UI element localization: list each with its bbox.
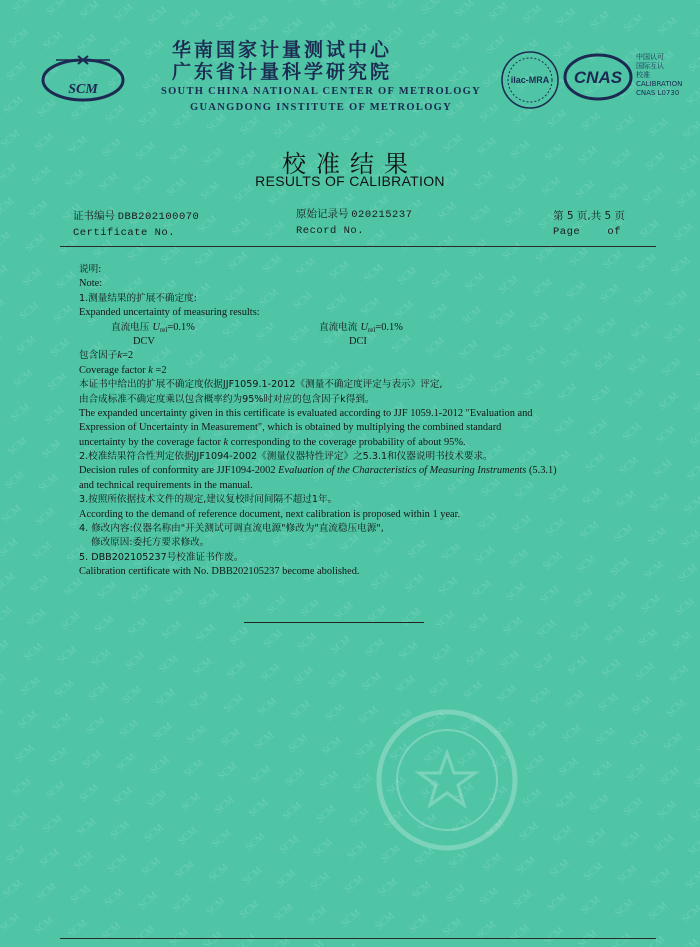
coverage-label-cn: 包含因子 bbox=[79, 350, 118, 362]
note-line: 2.校准结果符合性判定依据JJF1094-2002《测量仪器特性评定》之5.3.1和仪器说明书技术要求。 bbox=[79, 451, 493, 463]
dci-symbol: U bbox=[360, 321, 368, 333]
note-line: According to the demand of reference document, next calibration is proposed within 1 year. bbox=[79, 508, 461, 520]
note-k: k bbox=[223, 436, 229, 448]
dcv-label-cn: 直流电压 bbox=[111, 321, 150, 333]
ilac-mra-logo bbox=[500, 50, 560, 110]
cnas-cn-3: 校准 bbox=[636, 71, 650, 79]
note-line: 5. DBB202105237号校准证书作废。 bbox=[79, 551, 244, 563]
record-label-cn: 原始记录号 bbox=[296, 208, 349, 220]
note-line bbox=[79, 349, 639, 363]
cnas-logo bbox=[563, 52, 633, 102]
note-span: corresponding to the coverage probability of about 95%. bbox=[228, 436, 466, 448]
cert-label-en: Certificate No. bbox=[73, 227, 176, 239]
page-en: Page of bbox=[553, 226, 622, 238]
note-line: Note: bbox=[79, 278, 103, 290]
notes-section bbox=[79, 263, 639, 580]
dci-subscript: rel bbox=[367, 325, 376, 334]
note-line: 1.测量结果的扩展不确定度: bbox=[79, 292, 197, 304]
note-line: and technical requirements in the manual. bbox=[79, 479, 253, 491]
document-title-en: RESULTS OF CALIBRATION bbox=[255, 173, 445, 189]
dcv-subscript: rel bbox=[159, 325, 168, 334]
cnas-cn-2: 国际互认 bbox=[636, 62, 664, 70]
note-line: 本证书中给出的扩展不确定度依据JJF1059.1-2012《测量不确定度评定与表示》评定, bbox=[79, 379, 443, 391]
coverage-k-en: k bbox=[148, 364, 153, 376]
coverage-value-en: =2 bbox=[152, 364, 167, 376]
cnas-accreditation-text bbox=[636, 53, 700, 98]
note-doc-title: Evaluation of the Characteristics of Measuring Instruments bbox=[278, 465, 527, 477]
embossed-seal-icon bbox=[372, 705, 522, 855]
page-cn: 第 5 页,共 5 页 bbox=[553, 210, 626, 222]
scm-logo bbox=[38, 48, 128, 108]
uncertainty-row-en bbox=[79, 335, 639, 349]
dcv-symbol: U bbox=[152, 321, 160, 333]
note-line: 3.按照所依据技术文件的规定,建议复校时间间隔不超过1年。 bbox=[79, 494, 338, 506]
note-line: 由合成标准不确定度乘以包含概率约为95%时对应的包含因子k得到。 bbox=[79, 393, 375, 405]
uncertainty-row bbox=[79, 321, 639, 335]
note-line: Expanded uncertainty of measuring results: bbox=[79, 307, 260, 319]
cert-label-cn: 证书编号 bbox=[73, 210, 115, 222]
certificate-header bbox=[0, 0, 700, 130]
end-of-notes-rule bbox=[244, 622, 424, 623]
svg-text:CNAS: CNAS bbox=[573, 68, 623, 87]
cnas-en-2: CNAS L0730 bbox=[636, 89, 680, 97]
note-line: The expanded uncertainty given in this certificate is evaluated according to JJF 1059.1-2012 "Evaluation and bbox=[79, 407, 533, 419]
record-value: 020215237 bbox=[351, 209, 413, 221]
coverage-label-en: Coverage factor bbox=[79, 364, 149, 376]
dcv-label-en: DCV bbox=[133, 335, 155, 347]
page-indicator bbox=[553, 208, 625, 240]
dcv-value: =0.1% bbox=[167, 321, 195, 333]
dci-label-cn: 直流电流 bbox=[319, 321, 358, 333]
note-line: Calibration certificate with No. DBB202105237 become abolished. bbox=[79, 566, 360, 578]
record-label-en: Record No. bbox=[296, 225, 365, 237]
coverage-k: k bbox=[117, 350, 122, 362]
note-span: uncertainty by the coverage factor bbox=[79, 436, 224, 448]
cnas-en-1: CALIBRATION bbox=[636, 80, 683, 88]
dci-label-en: DCI bbox=[349, 335, 367, 347]
note-line: 说明: bbox=[79, 264, 102, 275]
org-name-cn-line2: 广东省计量科学研究院 bbox=[172, 61, 393, 83]
footer-divider bbox=[60, 938, 656, 939]
dci-value: =0.1% bbox=[375, 321, 403, 333]
svg-text:ilac-MRA: ilac-MRA bbox=[510, 75, 550, 85]
header-divider bbox=[60, 246, 656, 247]
note-line bbox=[79, 364, 639, 378]
document-title-cn: 校准结果 bbox=[282, 150, 418, 178]
org-name-en-line1: SOUTH CHINA NATIONAL CENTER OF METROLOGY bbox=[160, 86, 482, 97]
note-line: 4. 修改内容:仪器名称由"开关测试可调直流电源"修改为"直流稳压电源", bbox=[79, 523, 384, 535]
note-span: Decision rules of conformity are JJF1094-2002 bbox=[79, 465, 279, 477]
svg-text:SCM: SCM bbox=[68, 82, 98, 97]
note-line bbox=[79, 464, 639, 478]
record-number bbox=[296, 206, 412, 239]
certificate-number bbox=[73, 208, 199, 241]
cnas-cn-1: 中国认可 bbox=[636, 53, 664, 61]
org-name-cn-line1: 华南国家计量测试中心 bbox=[172, 39, 393, 61]
note-line bbox=[79, 436, 639, 450]
note-line: Expression of Uncertainty in Measurement", which is obtained by multiplying the combined standard bbox=[79, 422, 502, 434]
note-span: (5.3.1) bbox=[526, 465, 557, 477]
org-name-en-line2: GUANGDONG INSTITUTE OF METROLOGY bbox=[189, 102, 453, 113]
cert-value: DBB202100070 bbox=[117, 211, 200, 223]
coverage-value: =2 bbox=[122, 350, 134, 362]
note-line: 修改原因:委托方要求修改。 bbox=[91, 537, 210, 549]
